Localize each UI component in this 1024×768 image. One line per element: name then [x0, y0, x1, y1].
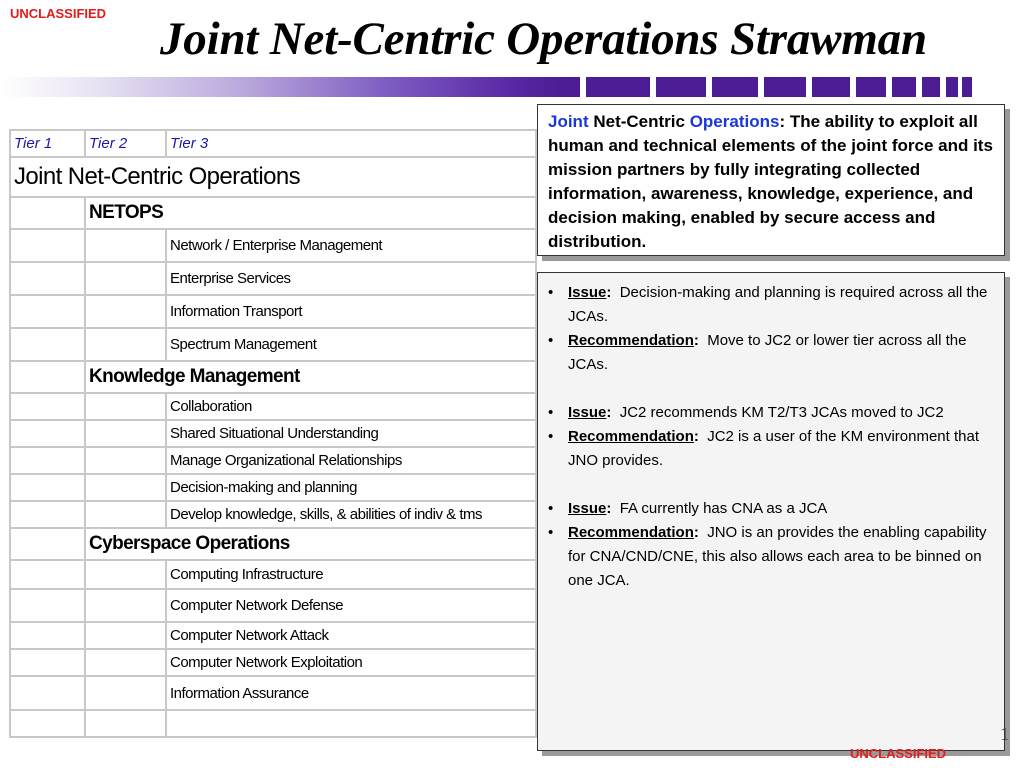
header-tier-2: Tier 2	[85, 130, 166, 157]
issue-item	[548, 401, 994, 425]
table-row	[10, 560, 536, 589]
bullet-icon: •	[548, 284, 554, 301]
empty-cell	[10, 420, 85, 447]
definition-netcentric: Net-Centric	[593, 112, 685, 131]
tier2-cell: NETOPS	[85, 197, 536, 229]
empty-cell	[10, 589, 85, 622]
issue-key: Recommendation	[568, 332, 694, 349]
issue-text: JNO is an provides the enabling capability for CNA/CND/CNE, this also allows each area to be binned on one JCA.	[568, 524, 987, 589]
empty-cell	[10, 328, 85, 361]
empty-cell	[85, 295, 166, 328]
table-row	[10, 420, 536, 447]
issue-item	[548, 281, 994, 329]
classification-top: UNCLASSIFIED	[10, 6, 107, 21]
issue-key: Issue	[568, 500, 607, 517]
bullet-icon: •	[548, 428, 554, 445]
issue-key: Recommendation	[568, 524, 694, 541]
definition-box	[537, 104, 1005, 256]
table-row	[10, 262, 536, 295]
empty-cell	[10, 361, 85, 393]
empty-cell	[85, 474, 166, 501]
issue-item	[548, 329, 994, 377]
bullet-icon: •	[548, 500, 554, 517]
empty-cell	[85, 622, 166, 649]
tier3-cell: Decision-making and planning	[166, 474, 536, 501]
empty-cell	[166, 710, 536, 737]
issue-text: JC2 recommends KM T2/T3 JCAs moved to JC2	[619, 404, 944, 421]
classification-bottom: UNCLASSIFIED	[850, 746, 947, 761]
tier3-cell: Collaboration	[166, 393, 536, 420]
list-spacer	[548, 473, 994, 497]
empty-cell	[10, 560, 85, 589]
tier3-cell: Spectrum Management	[166, 328, 536, 361]
issue-item	[548, 521, 994, 593]
tier2-cell: Cyberspace Operations	[85, 528, 536, 560]
slide-title: Joint Net-Centric Operations Strawman	[160, 13, 927, 65]
definition-operations: Operations	[689, 112, 780, 131]
empty-cell	[85, 710, 166, 737]
table-row	[10, 649, 536, 676]
empty-cell	[10, 710, 85, 737]
empty-cell	[85, 589, 166, 622]
issue-item	[548, 497, 994, 521]
tier3-cell: Computer Network Exploitation	[166, 649, 536, 676]
issue-colon: :	[606, 404, 620, 421]
empty-cell	[10, 393, 85, 420]
empty-cell	[85, 420, 166, 447]
empty-cell	[10, 229, 85, 262]
table-row	[10, 197, 536, 229]
issue-key: Recommendation	[568, 428, 694, 445]
issue-text: Decision-making and planning is required across all the JCAs.	[568, 284, 988, 325]
bullet-icon: •	[548, 404, 554, 421]
table-header-row	[10, 130, 536, 157]
tier1-cell: Joint Net-Centric Operations	[10, 157, 536, 197]
header-tier-1: Tier 1	[10, 130, 85, 157]
table-row	[10, 157, 536, 197]
issue-text: JC2 is a user of the KM environment that JNO provides.	[568, 428, 979, 469]
table-row	[10, 676, 536, 710]
table-row	[10, 501, 536, 528]
tier3-cell: Information Assurance	[166, 676, 536, 710]
slide-number: 1	[1000, 724, 1009, 744]
empty-cell	[10, 474, 85, 501]
issue-item	[548, 425, 994, 473]
tier3-cell: Computing Infrastructure	[166, 560, 536, 589]
empty-cell	[85, 447, 166, 474]
issue-text: Move to JC2 or lower tier across all the JCAs.	[568, 332, 967, 373]
table-row	[10, 710, 536, 737]
empty-cell	[85, 676, 166, 710]
empty-cell	[85, 649, 166, 676]
issue-colon: :	[606, 284, 620, 301]
tier3-cell: Network / Enterprise Management	[166, 229, 536, 262]
issue-colon: :	[693, 332, 708, 349]
issue-colon: :	[693, 524, 708, 541]
issue-text: FA currently has CNA as a JCA	[619, 500, 828, 517]
definition-joint: Joint	[548, 112, 589, 131]
empty-cell	[10, 447, 85, 474]
empty-cell	[85, 393, 166, 420]
definition-body: : The ability to exploit all human and technical elements of the joint force and its mission partners by fully integrating collected information, awareness, knowledge, experience, and decision making, enabled by secure access and distribution.	[548, 112, 993, 251]
header-tier-3: Tier 3	[166, 130, 536, 157]
jca-tier-table	[9, 129, 537, 738]
bullet-icon: •	[548, 524, 554, 541]
tier3-cell: Shared Situational Understanding	[166, 420, 536, 447]
empty-cell	[85, 560, 166, 589]
table-row	[10, 361, 536, 393]
table-row	[10, 295, 536, 328]
empty-cell	[10, 262, 85, 295]
tier3-cell: Manage Organizational Relationships	[166, 447, 536, 474]
empty-cell	[10, 676, 85, 710]
issue-colon: :	[693, 428, 708, 445]
issue-colon: :	[606, 500, 620, 517]
table-row	[10, 447, 536, 474]
empty-cell	[85, 328, 166, 361]
table-row	[10, 328, 536, 361]
tier3-cell: Computer Network Attack	[166, 622, 536, 649]
empty-cell	[10, 528, 85, 560]
tier3-cell: Computer Network Defense	[166, 589, 536, 622]
issue-list	[538, 273, 1004, 593]
empty-cell	[10, 622, 85, 649]
table-row	[10, 589, 536, 622]
bullet-icon: •	[548, 332, 554, 349]
table-row	[10, 528, 536, 560]
issues-box	[537, 272, 1005, 751]
list-spacer	[548, 377, 994, 401]
empty-cell	[10, 197, 85, 229]
empty-cell	[85, 229, 166, 262]
issue-key: Issue	[568, 284, 607, 301]
empty-cell	[85, 262, 166, 295]
tier3-cell: Information Transport	[166, 295, 536, 328]
tier3-cell: Develop knowledge, skills, & abilities of indiv & tms	[166, 501, 536, 528]
issue-key: Issue	[568, 404, 607, 421]
table-row	[10, 229, 536, 262]
definition-text	[538, 105, 1004, 259]
empty-cell	[10, 501, 85, 528]
table-row	[10, 622, 536, 649]
table-row	[10, 393, 536, 420]
table-row	[10, 474, 536, 501]
tier2-cell: Knowledge Management	[85, 361, 536, 393]
title-bar	[0, 77, 972, 97]
tier3-cell: Enterprise Services	[166, 262, 536, 295]
empty-cell	[85, 501, 166, 528]
empty-cell	[10, 649, 85, 676]
empty-cell	[10, 295, 85, 328]
